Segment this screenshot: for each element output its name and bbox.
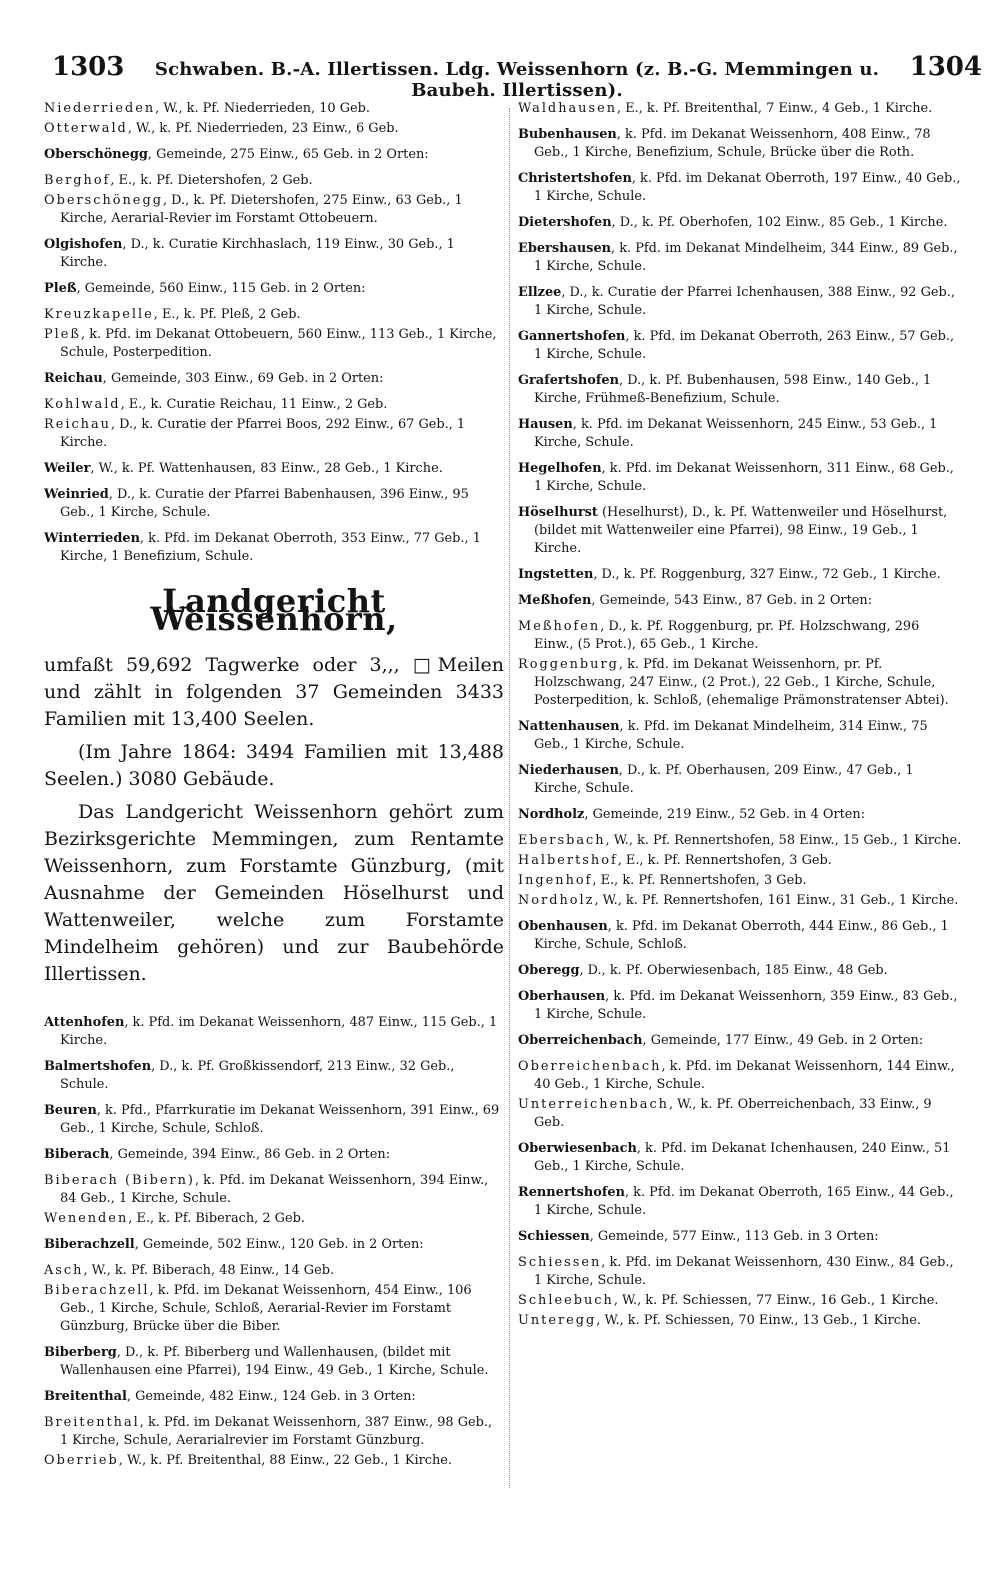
entry-details: , k. Pfd. im Dekanat Oberroth, 263 Einw., 57 Geb., 1 Kirche, Schule. (534, 329, 955, 362)
gazetteer-entry (518, 1228, 962, 1246)
place-name: Biberach (Bibern) (44, 1173, 195, 1188)
entry-details: , Gemeinde, 394 Einw., 86 Geb. in 2 Orten: (109, 1147, 391, 1162)
municipality-name: Reichau (44, 371, 103, 386)
gazetteer-entry (518, 170, 962, 206)
entry-details: , k. Pfd. im Dekanat Weissenhorn, 430 Einw., 84 Geb., 1 Kirche, Schule. (534, 1255, 954, 1288)
entry-details: , k. Pfd. im Dekanat Mindelheim, 344 Einw., 89 Geb., 1 Kirche, Schule. (534, 241, 958, 274)
entry-details: , D., k. Curatie der Pfarrei Ichenhausen, 388 Einw., 92 Geb., 1 Kirche, Schule. (534, 285, 955, 318)
municipality-name: Balmertshofen (44, 1059, 152, 1074)
place-name: Schiessen (518, 1255, 602, 1270)
municipality-name: Weinried (44, 487, 109, 502)
entry-details: , k. Pfd. im Dekanat Oberroth, 353 Einw., 77 Geb., 1 Kirche, 1 Benefizium, Schule. (60, 531, 481, 564)
municipality-name: Meßhofen (518, 593, 592, 608)
gazetteer-entry (518, 328, 962, 364)
gazetteer-entry (518, 100, 962, 118)
gazetteer-entry (518, 718, 962, 754)
entry-details: , k. Pfd. im Dekanat Ottobeuern, 560 Einw., 113 Geb., 1 Kirche, Schule, Posterpedition. (60, 327, 497, 360)
section-title: Landgericht Weissenhorn, (150, 582, 398, 638)
municipality-name: Oberschönegg (44, 147, 148, 162)
gazetteer-entry (44, 306, 504, 324)
entry-details: , Gemeinde, 577 Einw., 113 Geb. in 3 Orten: (589, 1229, 879, 1244)
entry-details: , D., k. Pf. Großkissendorf, 213 Einw., 32 Geb., Schule. (60, 1059, 455, 1092)
entry-details: , Gemeinde, 543 Einw., 87 Geb. in 2 Orten: (591, 593, 873, 608)
left-column (44, 100, 504, 1478)
entry-details: , D., k. Pf. Oberwiesenbach, 185 Einw., 48 Geb. (579, 963, 888, 978)
entry-details: , Gemeinde, 275 Einw., 65 Geb. in 2 Orten: (147, 147, 429, 162)
entry-details: , k. Pfd. im Dekanat Weissenhorn, 359 Einw., 83 Geb., 1 Kirche, Schule. (534, 989, 958, 1022)
gazetteer-entry (518, 566, 962, 584)
intro-paragraph-2: (Im Jahre 1864: 3494 Familien mit 13,488 Seelen.) 3080 Gebäude. (44, 741, 504, 790)
place-name: Otterwald (44, 121, 128, 136)
municipality-name: Dietershofen (518, 215, 612, 230)
page-number-right: 1304 (909, 52, 982, 82)
place-name: Halbertshof (518, 853, 618, 868)
entry-details: , k. Pfd. im Dekanat Mindelheim, 314 Einw., 75 Geb., 1 Kirche, Schule. (534, 719, 928, 752)
page-header (52, 52, 982, 101)
entry-details: , Gemeinde, 482 Einw., 124 Geb. in 3 Orten: (126, 1389, 416, 1404)
entry-details: , D., k. Pf. Oberhausen, 209 Einw., 47 Geb., 1 Kirche, Schule. (534, 763, 914, 796)
gazetteer-entry (518, 1292, 962, 1310)
entry-details: , W., k. Pf. Niederrieden, 23 Einw., 6 Geb. (127, 121, 399, 136)
gazetteer-entry (518, 1254, 962, 1290)
municipality-name: Olgishofen (44, 237, 123, 252)
gazetteer-entry (518, 416, 962, 452)
gazetteer-entry (518, 372, 962, 408)
municipality-name: Biberachzell (44, 1237, 135, 1252)
municipality-name: Nordholz (518, 807, 585, 822)
gazetteer-entry (44, 280, 504, 298)
entry-details: , W., k. Pf. Schiessen, 70 Einw., 13 Geb., 1 Kirche. (596, 1313, 921, 1328)
municipality-name: Biberach (44, 1147, 110, 1162)
place-name: Wenenden (44, 1211, 129, 1226)
place-name: Biberachzell (44, 1283, 150, 1298)
municipality-name: Höselhurst (518, 505, 598, 520)
entry-details: , D., k. Pf. Biberberg und Wallenhausen, (bildet mit Wallenhausen eine Pfarrei), 194 Einw., 49 Geb., 1 Kirche, Schule. (60, 1345, 489, 1378)
place-name: Kohlwald (44, 397, 121, 412)
intro-paragraph-1: umfaßt 59,692 Tagwerke oder 3,,, □Meilen und zählt in folgenden 37 Gemeinden 3433 Familien mit 13,400 Seelen. (44, 654, 504, 730)
place-name: Nordholz (518, 893, 595, 908)
place-name: Oberschönegg (44, 193, 163, 208)
municipality-name: Oberegg (518, 963, 580, 978)
entry-details: , W., k. Pf. Schiessen, 77 Einw., 16 Geb., 1 Kirche. (613, 1293, 939, 1308)
municipality-name: Hausen (518, 417, 573, 432)
municipality-name: Gannertshofen (518, 329, 626, 344)
gazetteer-entry (44, 1344, 504, 1380)
gazetteer-entry (44, 460, 504, 478)
entry-details: , k. Pfd. im Dekanat Weissenhorn, 454 Einw., 106 Geb., 1 Kirche, Schule, Schloß, Aerarial-Revier im Forstamt Günzburg, Brücke über die Biber. (60, 1283, 472, 1334)
gazetteer-entry (518, 284, 962, 320)
municipality-name: Niederhausen (518, 763, 619, 778)
gazetteer-entry (518, 1032, 962, 1050)
entry-details: , k. Pfd. im Dekanat Weissenhorn, 245 Einw., 53 Geb., 1 Kirche, Schule. (534, 417, 938, 450)
place-name: Asch (44, 1263, 84, 1278)
gazetteer-entry (518, 872, 962, 890)
gazetteer-entry (44, 1058, 504, 1094)
gazetteer-entry (44, 396, 504, 414)
right-entries (518, 100, 962, 1330)
gazetteer-entry (44, 1172, 504, 1208)
municipality-name: Hegelhofen (518, 461, 602, 476)
left-entries-bottom (44, 1014, 504, 1470)
gazetteer-entry (518, 1058, 962, 1094)
entry-details: , W., k. Pf. Wattenhausen, 83 Einw., 28 Geb., 1 Kirche. (90, 461, 443, 476)
entry-details: , W., k. Pf. Rennertshofen, 161 Einw., 31 Geb., 1 Kirche. (594, 893, 959, 908)
running-title: Schwaben. B.-A. Illertissen. Ldg. Weissenhorn (z. B.-G. Memmingen u. Baubeh. Illertissen). (154, 59, 880, 101)
gazetteer-entry (44, 486, 504, 522)
municipality-name: Oberwiesenbach (518, 1141, 637, 1156)
gazetteer-entry (518, 618, 962, 654)
place-name: Kreuzkapelle (44, 307, 154, 322)
gazetteer-entry (518, 806, 962, 824)
entry-details: , D., k. Pf. Oberhofen, 102 Einw., 85 Geb., 1 Kirche. (611, 215, 948, 230)
municipality-name: Beuren (44, 1103, 97, 1118)
entry-details: , E., k. Curatie Reichau, 11 Einw., 2 Geb. (120, 397, 388, 412)
entry-details: , W., k. Pf. Rennertshofen, 58 Einw., 15 Geb., 1 Kirche. (605, 833, 962, 848)
place-name: Ingenhof (518, 873, 593, 888)
municipality-name: Grafertshofen (518, 373, 619, 388)
gazetteer-entry (44, 120, 504, 138)
municipality-name: Rennertshofen (518, 1185, 625, 1200)
place-name: Niederrieden (44, 101, 156, 116)
municipality-name: Christertshofen (518, 171, 632, 186)
entry-details: , E., k. Pf. Pleß, 2 Geb. (153, 307, 301, 322)
entry-details: , W., k. Pf. Biberach, 48 Einw., 14 Geb. (83, 1263, 335, 1278)
gazetteer-entry (44, 172, 504, 190)
gazetteer-entry (44, 1452, 504, 1470)
place-name: Oberrieb (44, 1453, 119, 1468)
gazetteer-entry (518, 962, 962, 980)
entry-details: , k. Pfd., Pfarrkuratie im Dekanat Weissenhorn, 391 Einw., 69 Geb., 1 Kirche, Schule, Schloß. (60, 1103, 500, 1136)
municipality-name: Ingstetten (518, 567, 594, 582)
entry-details: , k. Pfd. im Dekanat Weissenhorn, 408 Einw., 78 Geb., 1 Kirche, Benefizium, Schule, Brücke über die Roth. (534, 127, 931, 160)
place-name: Berghof (44, 173, 111, 188)
place-name: Breitenthal (44, 1415, 140, 1430)
entry-details: , E., k. Pf. Breitenthal, 7 Einw., 4 Geb., 1 Kirche. (617, 101, 933, 116)
gazetteer-entry (518, 832, 962, 850)
entry-details: , k. Pfd. im Dekanat Weissenhorn, 311 Einw., 68 Geb., 1 Kirche, Schule. (534, 461, 954, 494)
entry-details: , k. Pfd. im Dekanat Weissenhorn, pr. Pf. Holzschwang, 247 Einw., (2 Prot.), 22 Geb., 1 Kirche, Schule, Posterpedition, k. Schloß, (ehemalige Prämonstratenser Abtei). (534, 657, 949, 708)
entry-details: , k. Pfd. im Dekanat Weissenhorn, 144 Einw., 40 Geb., 1 Kirche, Schule. (534, 1059, 955, 1092)
gazetteer-entry (518, 214, 962, 232)
gazetteer-entry (518, 592, 962, 610)
gazetteer-entry (518, 460, 962, 496)
gazetteer-entry (518, 762, 962, 798)
gazetteer-entry (44, 1414, 504, 1450)
gazetteer-entry (518, 1096, 962, 1132)
right-column (518, 100, 962, 1338)
intro-paragraph-3: Das Landgericht Weissenhorn gehört zum Bezirksgerichte Memmingen, zum Rentamte Weissenhorn, zum Forstamte Günzburg, (mit Ausnahme der Gemeinden Höselhurst und Wattenweiler, welche zum Forstamte Mindelheim gehören) und zur Baubehörde Illertissen. (44, 801, 504, 985)
entry-details: , Gemeinde, 502 Einw., 120 Geb. in 2 Orten: (134, 1237, 424, 1252)
gazetteer-entry (518, 504, 962, 558)
entry-details: , D., k. Curatie Kirchhaslach, 119 Einw., 30 Geb., 1 Kirche. (60, 237, 455, 270)
gazetteer-entry (44, 192, 504, 228)
place-name: Roggenburg (518, 657, 619, 672)
gazetteer-entry (518, 240, 962, 276)
gazetteer-entry (518, 918, 962, 954)
entry-details: , W., k. Pf. Oberreichenbach, 33 Einw., 9 Geb. (534, 1097, 932, 1130)
place-name: Waldhausen (518, 101, 618, 116)
municipality-name: Ebershausen (518, 241, 612, 256)
entry-details: , k. Pfd. im Dekanat Weissenhorn, 394 Einw., 84 Geb., 1 Kirche, Schule. (60, 1173, 489, 1206)
municipality-name: Attenhofen (44, 1015, 125, 1030)
entry-details: , D., k. Curatie der Pfarrei Boos, 292 Einw., 67 Geb., 1 Kirche. (60, 417, 466, 450)
entry-details: , Gemeinde, 303 Einw., 69 Geb. in 2 Orten: (102, 371, 384, 386)
gazetteer-entry (44, 1210, 504, 1228)
gazetteer-entry (44, 370, 504, 388)
gazetteer-entry (44, 146, 504, 164)
gazetteer-entry (518, 1312, 962, 1330)
place-name: Reichau (44, 417, 111, 432)
entry-details: , Gemeinde, 560 Einw., 115 Geb. in 2 Orten: (76, 281, 366, 296)
entry-details: , k. Pfd. im Dekanat Ichenhausen, 240 Einw., 51 Geb., 1 Kirche, Schule. (534, 1141, 951, 1174)
place-name: Meßhofen (518, 619, 601, 634)
gazetteer-entry (44, 1236, 504, 1254)
entry-details: , W., k. Pf. Breitenthal, 88 Einw., 22 Geb., 1 Kirche. (118, 1453, 452, 1468)
entry-details: , E., k. Pf. Rennertshofen, 3 Geb. (617, 853, 832, 868)
entry-details: , D., k. Curatie der Pfarrei Babenhausen, 396 Einw., 95 Geb., 1 Kirche, Schule. (60, 487, 469, 520)
entry-details: , E., k. Pf. Rennertshofen, 3 Geb. (592, 873, 807, 888)
municipality-name: Nattenhausen (518, 719, 620, 734)
entry-details: , Gemeinde, 177 Einw., 49 Geb. in 2 Orten: (642, 1033, 924, 1048)
municipality-name: Pleß (44, 281, 77, 296)
gazetteer-entry (518, 126, 962, 162)
gazetteer-entry (44, 100, 504, 118)
gazetteer-entry (518, 1140, 962, 1176)
gazetteer-entry (44, 326, 504, 362)
place-name: Schleebuch (518, 1293, 614, 1308)
place-name: Pleß (44, 327, 82, 342)
entry-details: , D., k. Pf. Dietershofen, 275 Einw., 63 Geb., 1 Kirche, Aerarial-Revier im Forstamt Ottobeuern. (60, 193, 463, 226)
column-divider (509, 108, 510, 1488)
gazetteer-entry (518, 1184, 962, 1220)
entry-details: , k. Pfd. im Dekanat Oberroth, 197 Einw., 40 Geb., 1 Kirche, Schule. (534, 171, 961, 204)
entry-details: , k. Pfd. im Dekanat Oberroth, 444 Einw., 86 Geb., 1 Kirche, Schule, Schloß. (534, 919, 949, 952)
gazetteer-entry (44, 1146, 504, 1164)
gazetteer-entry (44, 530, 504, 566)
entry-details: , E., k. Pf. Biberach, 2 Geb. (128, 1211, 305, 1226)
gazetteer-entry (44, 1282, 504, 1336)
gazetteer-entry (518, 852, 962, 870)
entry-details: , k. Pfd. im Dekanat Weissenhorn, 487 Einw., 115 Geb., 1 Kirche. (60, 1015, 498, 1048)
gazetteer-entry (44, 1102, 504, 1138)
gazetteer-entry (44, 1388, 504, 1406)
gazetteer-entry (44, 1014, 504, 1050)
municipality-name: Biberberg (44, 1345, 117, 1360)
entry-details: , E., k. Pf. Dietershofen, 2 Geb. (110, 173, 313, 188)
entry-details: , D., k. Pf. Roggenburg, 327 Einw., 72 Geb., 1 Kirche. (593, 567, 941, 582)
municipality-name: Oberhausen (518, 989, 606, 1004)
municipality-name: Obenhausen (518, 919, 608, 934)
place-name: Unteregg (518, 1313, 597, 1328)
municipality-name: Oberreichenbach (518, 1033, 643, 1048)
place-name: Unterreichenbach (518, 1097, 669, 1112)
gazetteer-entry (44, 236, 504, 272)
gazetteer-entry (518, 892, 962, 910)
entry-details: , k. Pfd. im Dekanat Oberroth, 165 Einw., 44 Geb., 1 Kirche, Schule. (534, 1185, 954, 1218)
municipality-name: Schiessen (518, 1229, 590, 1244)
page-number-left: 1303 (52, 52, 125, 82)
left-entries-top (44, 100, 504, 566)
entry-details: , W., k. Pf. Niederrieden, 10 Geb. (155, 101, 370, 116)
entry-details: (Heselhurst), D., k. Pf. Wattenweiler und Höselhurst, (bildet mit Wattenweiler eine Pfarrei), 98 Einw., 19 Geb., 1 Kirche. (534, 505, 948, 556)
municipality-name: Winterrieden (44, 531, 140, 546)
place-name: Ebersbach (518, 833, 606, 848)
municipality-name: Ellzee (518, 285, 562, 300)
gazetteer-entry (518, 656, 962, 710)
municipality-name: Bubenhausen (518, 127, 617, 142)
entry-details: , D., k. Pf. Bubenhausen, 598 Einw., 140 Geb., 1 Kirche, Frühmeß-Benefizium, Schule. (534, 373, 932, 406)
entry-details: , Gemeinde, 219 Einw., 52 Geb. in 4 Orten: (584, 807, 866, 822)
entry-details: , D., k. Pf. Roggenburg, pr. Pf. Holzschwang, 296 Einw., (5 Prot.), 65 Geb., 1 Kirche. (534, 619, 920, 652)
entry-details: , k. Pfd. im Dekanat Weissenhorn, 387 Einw., 98 Geb., 1 Kirche, Schule, Aerarialrevier im Forstamt Günzburg. (60, 1415, 493, 1448)
gazetteer-entry (44, 1262, 504, 1280)
municipality-name: Breitenthal (44, 1389, 127, 1404)
municipality-name: Weiler (44, 461, 91, 476)
place-name: Oberreichenbach (518, 1059, 662, 1074)
gazetteer-entry (518, 988, 962, 1024)
gazetteer-entry (44, 416, 504, 452)
